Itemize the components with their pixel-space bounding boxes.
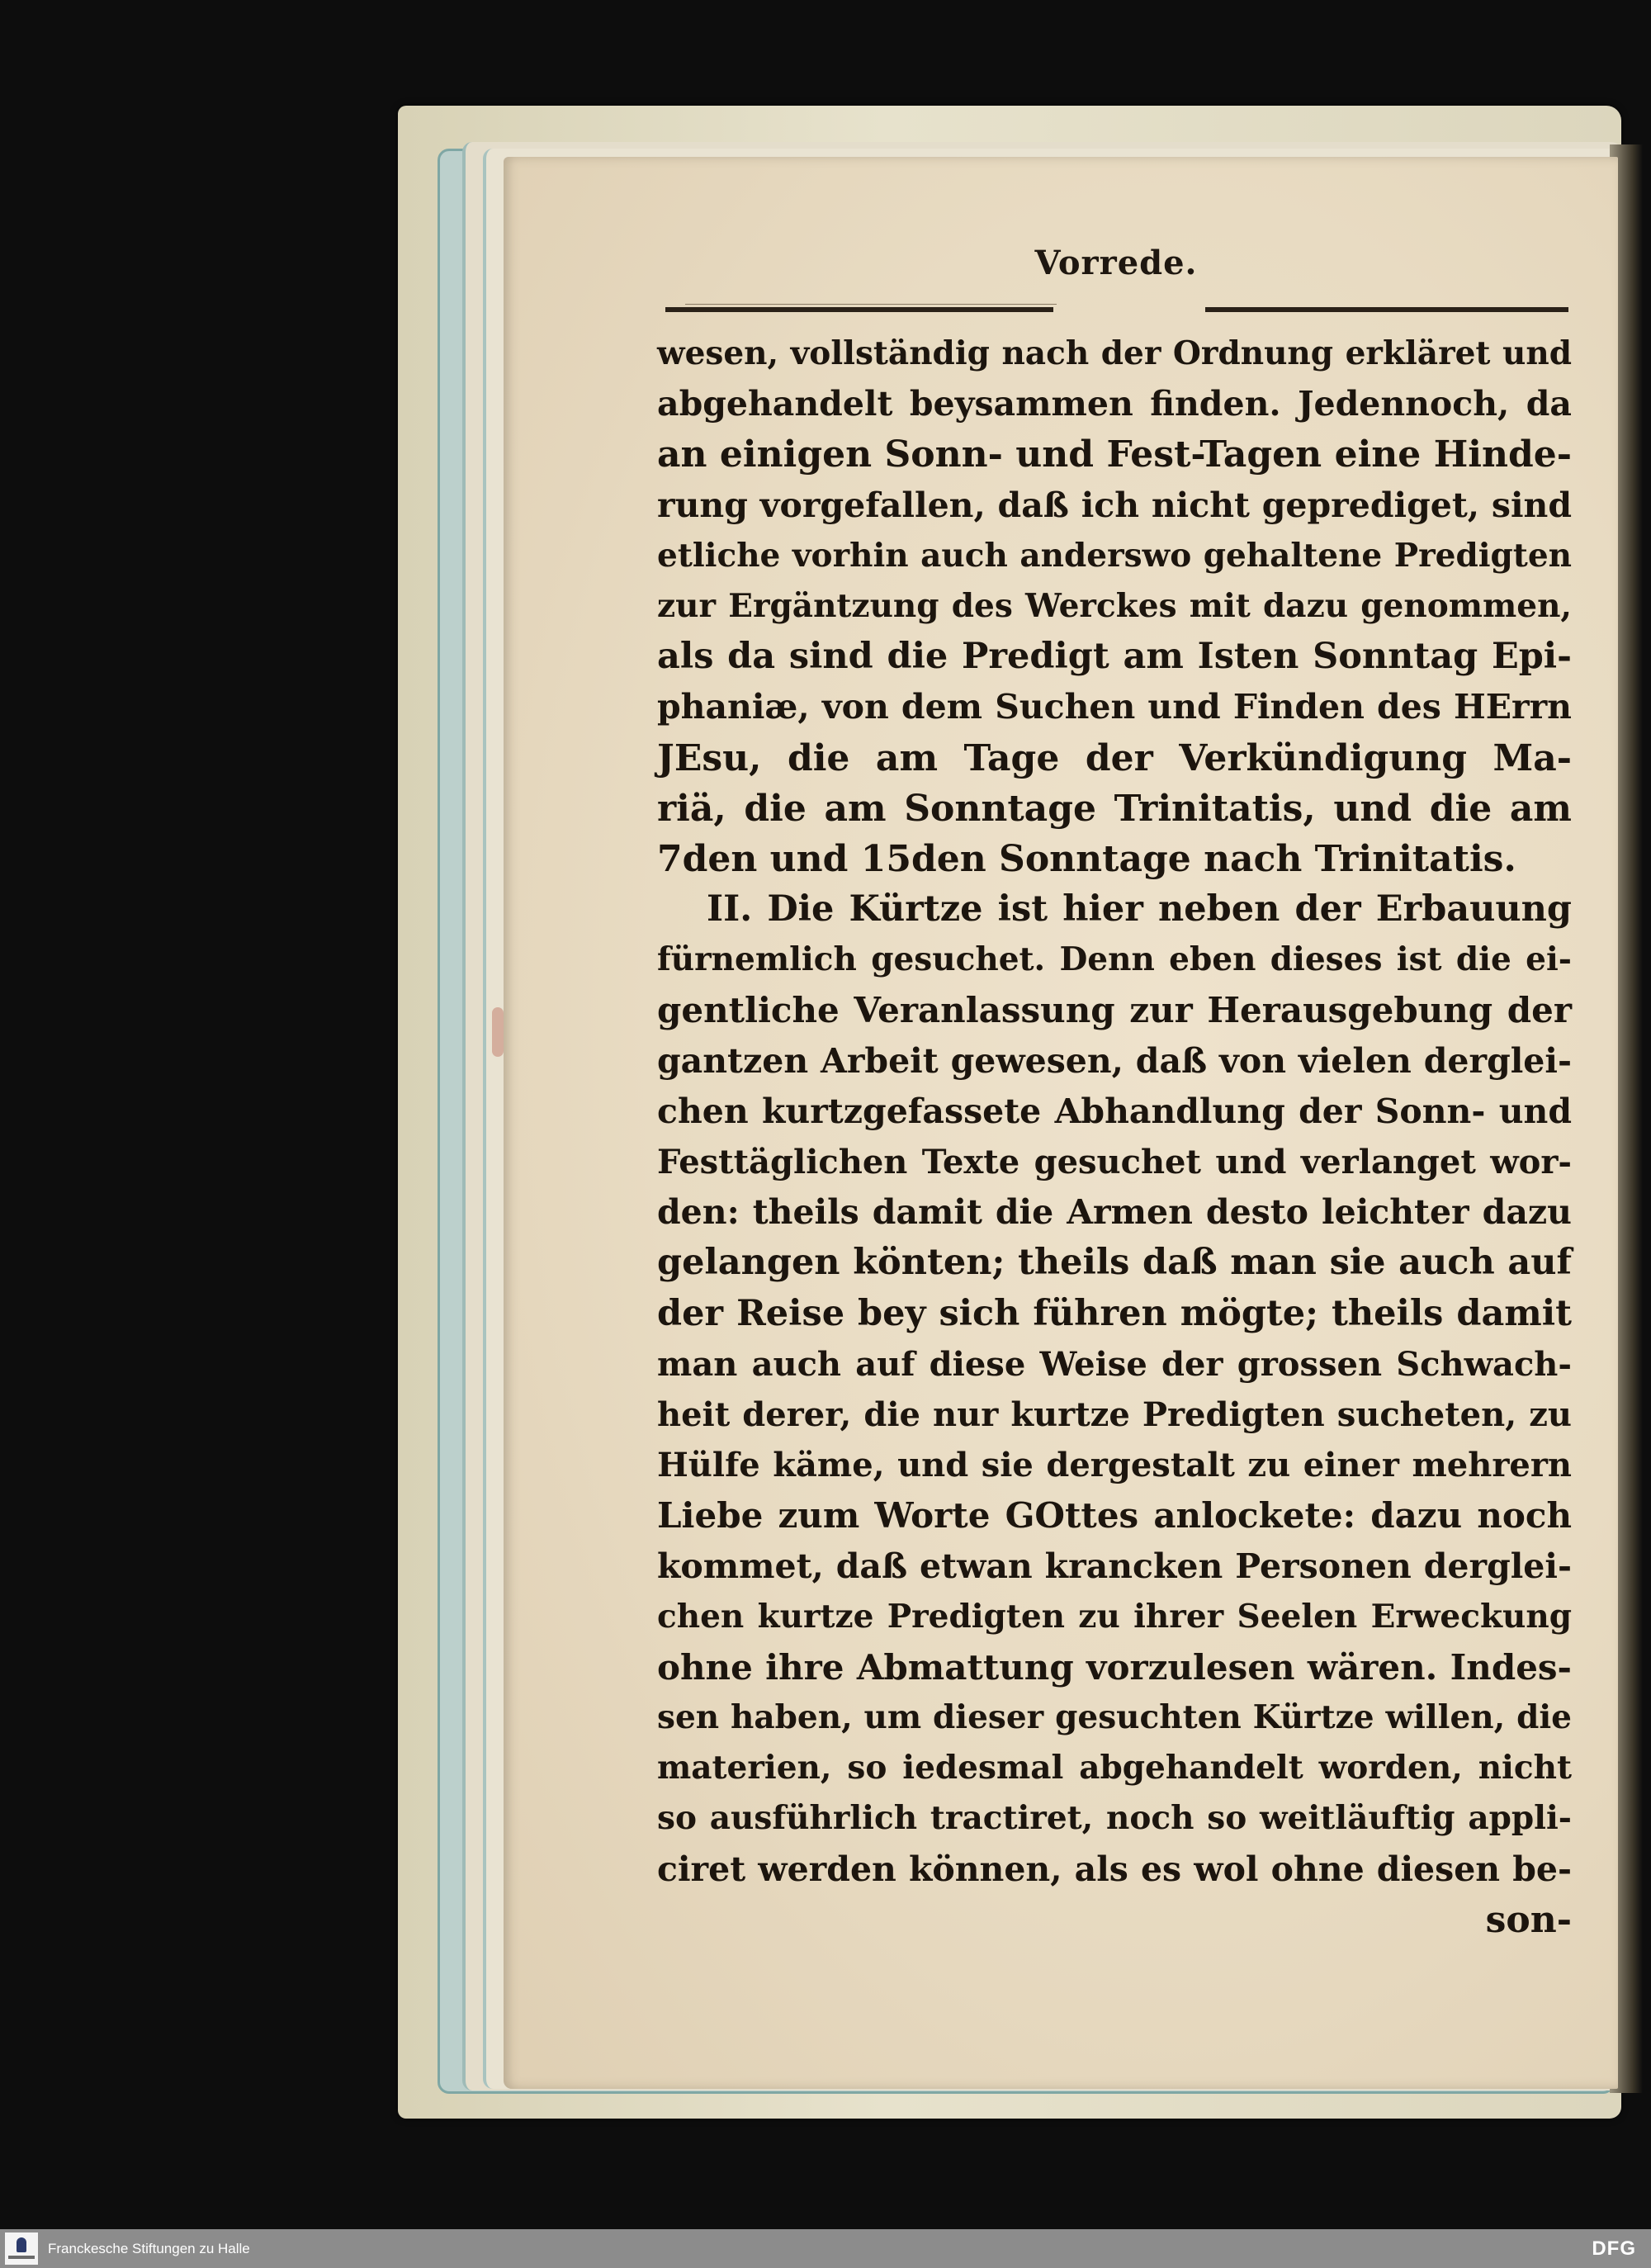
text-line: wesen, vollständig nach der Ordnung erkläret und <box>657 334 1572 372</box>
body-text <box>657 329 1572 1945</box>
text-line: so ausführlich tractiret, noch so weitläuftig appli- <box>657 1799 1572 1838</box>
text-line: heit derer, die nur kurtze Predigten sucheten, zu <box>657 1394 1572 1434</box>
text-line: abgehandelt beysammen finden. Jedennoch, da <box>657 384 1572 424</box>
text-line: II. Die Kürtze ist hier neben der Erbauung <box>707 888 1572 930</box>
text-line: ohne ihre Abmattung vorzulesen wären. Indes- <box>657 1646 1572 1688</box>
catchword: son- <box>1485 1898 1572 1941</box>
text-line: JEsu, die am Tage der Verkündigung Ma- <box>657 736 1572 779</box>
text-line: chen kurtze Predigten zu ihrer Seelen Erweckung <box>657 1597 1572 1636</box>
text-line: zur Ergäntzung des Werckes mit dazu genommen, <box>657 586 1572 625</box>
dfg-logo[interactable]: DFG <box>1592 2237 1636 2260</box>
running-head: Vorrede. <box>1034 244 1198 282</box>
text-line: kommet, daß etwan krancken Personen derglei- <box>657 1546 1572 1586</box>
text-line: Liebe zum Worte GOttes anlockete: dazu noch <box>657 1495 1572 1536</box>
text-line: als da sind die Predigt am Isten Sonntag Epi- <box>657 636 1572 678</box>
viewer-footer <box>0 2229 1651 2268</box>
head-rule-left <box>665 307 1053 312</box>
text-line: gentliche Veranlassung zur Herausgebung der <box>657 990 1572 1031</box>
text-line: man auch auf diese Weise der grossen Schwach- <box>657 1344 1572 1384</box>
text-line: riä, die am Sonntage Trinitatis, und die am <box>657 787 1572 830</box>
institution-logo-icon[interactable] <box>5 2232 38 2265</box>
text-line: Hülfe käme, und sie dergestalt zu einer mehrern <box>657 1446 1572 1485</box>
head-rule-right <box>1205 307 1568 312</box>
text-line: etliche vorhin auch anderswo gehaltene Predigten <box>657 536 1572 575</box>
text-line: ciret werden können, als es wol ohne diesen be- <box>657 1849 1572 1889</box>
text-line: rung vorgefallen, daß ich nicht geprediget, sind <box>657 485 1572 525</box>
head-rule-thin <box>685 304 1057 305</box>
text-line: den: theils damit die Armen desto leichter dazu <box>657 1192 1572 1233</box>
text-line: phaniæ, von dem Suchen und Finden des HErrn <box>657 687 1572 727</box>
text-line: 7den und 15den Sonntage nach Trinitatis. <box>657 837 1516 880</box>
text-line: an einigen Sonn- und Fest-Tagen eine Hinde- <box>657 433 1572 476</box>
institution-name[interactable]: Franckesche Stiftungen zu Halle <box>48 2241 250 2256</box>
text-line: chen kurtzgefassete Abhandlung der Sonn- und <box>657 1091 1572 1131</box>
text-line: sen haben, um dieser gesuchten Kürtze willen, die <box>657 1698 1572 1737</box>
text-line: gantzen Arbeit gewesen, daß von vielen derglei- <box>657 1040 1572 1081</box>
text-line: der Reise bey sich führen mögte; theils damit <box>657 1292 1572 1334</box>
text-line: materien, so iedesmal abgehandelt worden, nicht <box>657 1749 1572 1787</box>
text-line: Festtäglichen Texte gesuchet und verlanget wor- <box>657 1143 1572 1181</box>
text-line: gelangen könten; theils daß man sie auch auf <box>657 1242 1572 1284</box>
paper-stain <box>492 1007 504 1057</box>
text-line: fürnemlich gesuchet. Denn eben dieses ist die ei- <box>657 940 1572 979</box>
